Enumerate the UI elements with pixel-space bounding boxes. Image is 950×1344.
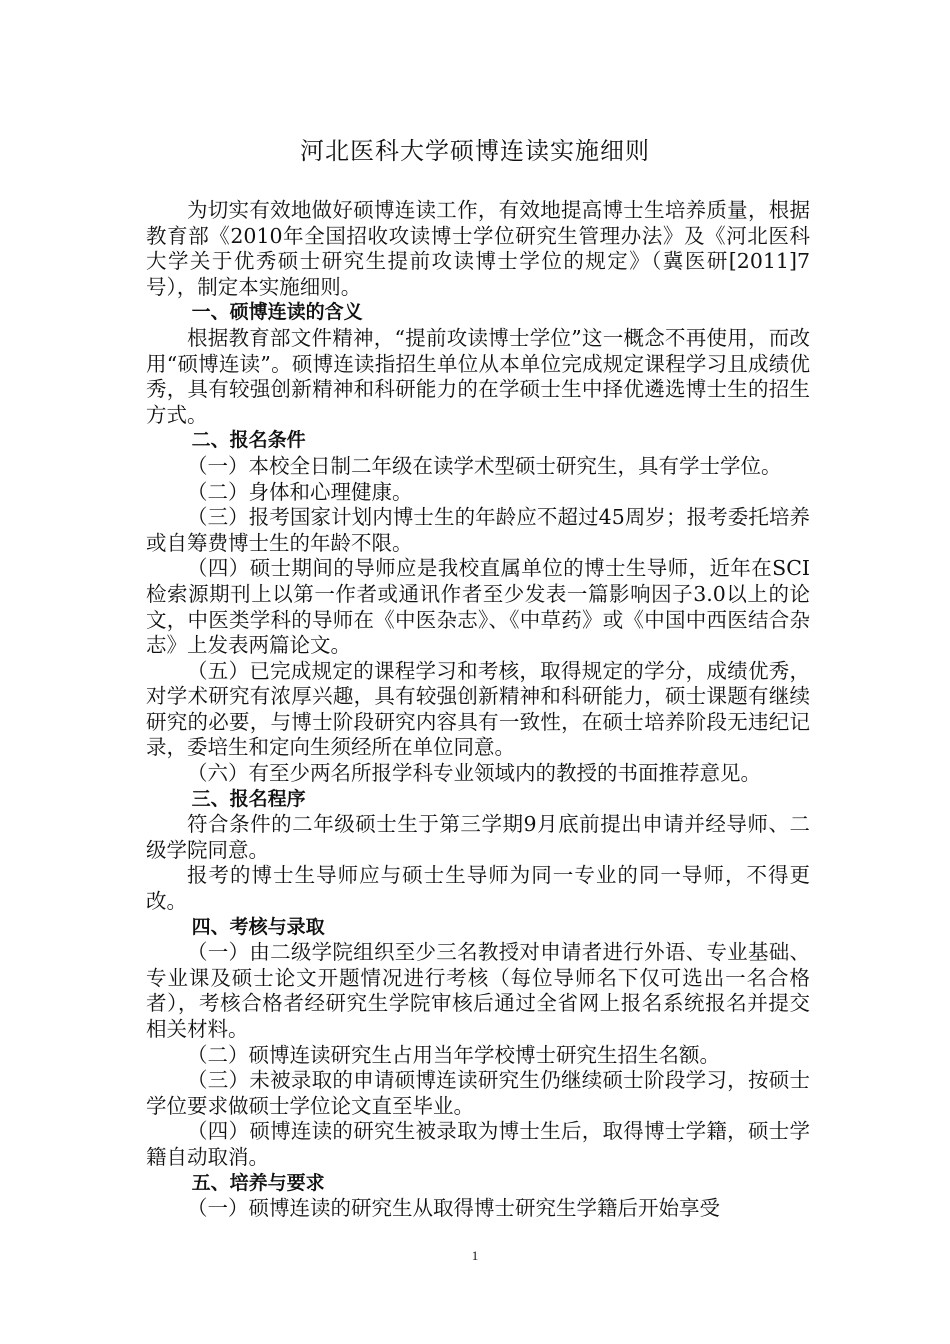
paragraph: （二）硕博连读研究生占用当年学校博士研究生招生名额。 xyxy=(187,1042,720,1067)
paragraph: 报考的博士生导师应与硕士生导师为同一专业的同一导师，不得更改。 xyxy=(146,863,810,914)
paragraph: （三）报考国家计划内博士生的年龄应不超过45周岁；报考委托培养或自筹费博士生的年龄不限。 xyxy=(146,505,810,555)
section-heading-4: 四、考核与录取 xyxy=(191,915,325,938)
paragraph: （六）有至少两名所报学科专业领域内的教授的书面推荐意见。 xyxy=(187,761,761,786)
paragraph: （一）本校全日制二年级在读学术型硕士研究生，具有学士学位。 xyxy=(187,453,782,478)
document-body xyxy=(146,198,810,1222)
paragraph: 根据教育部文件精神，“提前攻读博士学位”这一概念不再使用，而改用“硕博连读”。硕博连读指招生单位从本单位完成规定课程学习且成绩优秀，具有较强创新精神和科研能力的在学硕士生中择优遴选博士生的招生方式。 xyxy=(146,325,810,427)
section-heading-5: 五、培养与要求 xyxy=(191,1171,325,1194)
document-title: 河北医科大学硕博连读实施细则 xyxy=(300,137,650,165)
section-heading-3: 三、报名程序 xyxy=(191,787,306,810)
paragraph: （一）由二级学院组织至少三名教授对申请者进行外语、专业基础、专业课及硕士论文开题情况进行考核（每位导师名下仅可选出一名合格者），考核合格者经研究生学院审核后通过全省网上报名系统报名并提交相关材料。 xyxy=(146,940,810,1041)
paragraph: （五）已完成规定的课程学习和考核，取得规定的学分，成绩优秀，对学术研究有浓厚兴趣，具有较强创新精神和科研能力，硕士课题有继续研究的必要，与博士阶段研究内容具有一致性，在硕士培养阶段无违纪记录，委培生和定向生须经所在单位同意。 xyxy=(146,658,810,760)
section-heading-2: 二、报名条件 xyxy=(191,429,306,452)
section-heading-1: 一、硕博连读的含义 xyxy=(191,301,363,324)
paragraph: （四）硕博连读的研究生被录取为博士生后，取得博士学籍，硕士学籍自动取消。 xyxy=(146,1119,810,1169)
paragraph: 符合条件的二年级硕士生于第三学期9月底前提出申请并经导师、二级学院同意。 xyxy=(146,812,810,862)
page-number: 1 xyxy=(471,1248,479,1263)
paragraph: （二）身体和心理健康。 xyxy=(187,479,413,504)
paragraph: （三）未被录取的申请硕博连读研究生仍继续硕士阶段学习，按硕士学位要求做硕士学位论文直至毕业。 xyxy=(146,1068,810,1118)
paragraph: （四）硕士期间的导师应是我校直属单位的博士生导师，近年在SCI检索源期刊上以第一作者或通讯作者至少发表一篇影响因子3.0以上的论文，中医类学科的导师在《中医杂志》、《中草药》或《中国中西医结合杂志》上发表两篇论文。 xyxy=(146,556,810,658)
intro-paragraph: 为切实有效地做好硕博连读工作，有效地提高博士生培养质量，根据教育部《2010年全国招收攻读博士学位研究生管理办法》及《河北医科大学关于优秀硕士研究生提前攻读博士学位的规定》（冀医研[2011]7号），制定本实施细则。 xyxy=(146,198,810,299)
paragraph: （一）硕博连读的研究生从取得博士研究生学籍后开始享受 xyxy=(187,1196,720,1221)
